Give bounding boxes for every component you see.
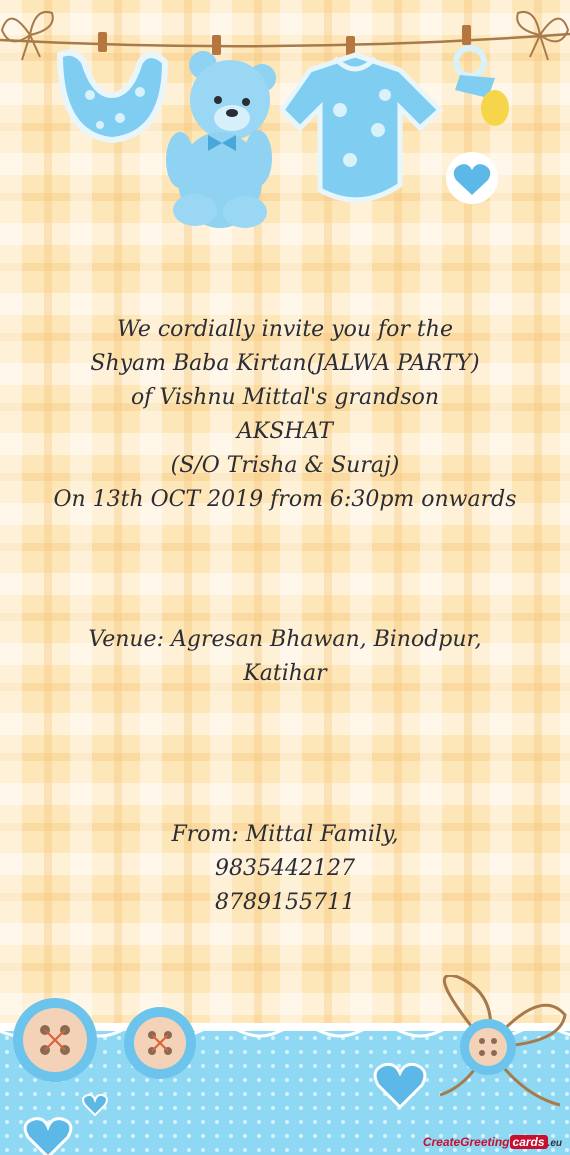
sender-name: From: Mittal Family, (171, 822, 399, 847)
venue-block (0, 623, 570, 691)
sender-block (0, 818, 570, 920)
phone-number: 8789155711 (215, 890, 355, 915)
teddy-bear-icon (166, 35, 276, 228)
parents-line: (S/O Trisha & Suraj) (170, 453, 400, 478)
button-icon (13, 998, 97, 1082)
venue-city: Katihar (243, 661, 327, 686)
left-bow-icon (2, 12, 53, 60)
button-icon (124, 1007, 196, 1079)
event-title: Shyam Baba Kirtan(JALWA PARTY) (90, 351, 480, 376)
baby-bib-icon (60, 32, 165, 140)
button-icon (460, 1019, 516, 1075)
venue-line: Venue: Agresan Bhawan, Binodpur, (88, 627, 482, 652)
relation-line: of Vishnu Mittal's grandson (130, 385, 440, 410)
invitation-message (0, 313, 570, 517)
phone-number: 9835442127 (215, 856, 355, 881)
bottom-border-illustration (0, 975, 570, 1155)
watermark-logo: CreateGreeting cards .eu (422, 1135, 562, 1149)
invite-line: We cordially invite you for the (117, 317, 453, 342)
baby-onesie-icon (282, 36, 440, 200)
child-name: AKSHAT (237, 419, 333, 444)
heart-icon (446, 152, 498, 204)
date-time-line: On 13th OCT 2019 from 6:30pm onwards (53, 487, 517, 512)
clothesline-illustration (0, 0, 570, 240)
